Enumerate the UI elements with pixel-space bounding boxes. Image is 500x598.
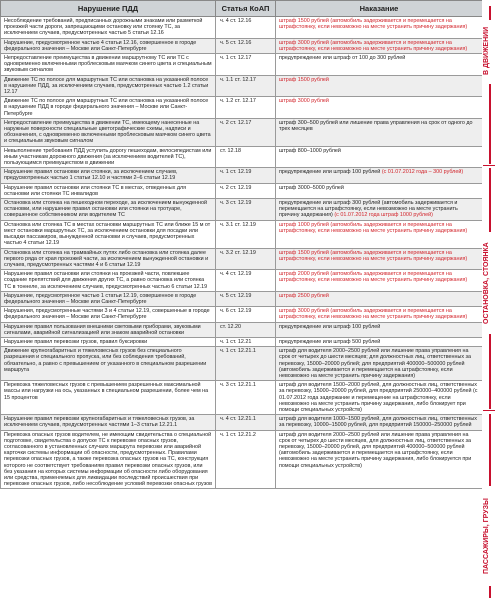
penalty-text: штраф 3000 рублей (автомобиль задерживается и перемещается на штрафстоянку, если невозможно на месте устранить причину задержания) bbox=[279, 308, 468, 321]
article-cell: ч. 5 ст. 12.16 bbox=[216, 38, 276, 53]
table-row bbox=[1, 322, 483, 337]
header-penalty: Наказание bbox=[276, 1, 483, 17]
table-row bbox=[1, 54, 483, 76]
section-tick bbox=[483, 165, 495, 166]
violation-cell: Нарушение правил остановки или стоянки на проезжей части, повлекшее создание препятствий для движения других ТС, а равно остановка или стоянка ТС в тоннеле, за исключением случаев, предусмотренных частью 6 статьи 12.19 bbox=[1, 270, 216, 292]
table-row bbox=[1, 347, 483, 381]
violation-cell: Перевозка тяжеловесных грузов с превышением разрешенных максимальной массы или нагрузки на ось, указанных в специальном разрешении, более чем на 15 процентов bbox=[1, 381, 216, 415]
penalty-text: штраф 3000–5000 рублей bbox=[279, 184, 344, 191]
penalty-update-text: (с 01.07.2012 года – 300 рублей) bbox=[381, 169, 464, 176]
penalty-cell bbox=[276, 75, 483, 97]
article-cell: ч. 3 ст. 12.19 bbox=[216, 199, 276, 221]
penalty-cell bbox=[276, 270, 483, 292]
table-row bbox=[1, 381, 483, 415]
penalty-text: штраф 2500 рублей bbox=[279, 292, 329, 299]
penalty-text: штраф 1500 рублей (автомобиль задерживается и перемещается на штрафстоянку, если невозможно на месте устранить причину задержания) bbox=[279, 18, 468, 31]
article-cell: ч. 3 ст. 12.21.1 bbox=[216, 381, 276, 415]
table-row bbox=[1, 118, 483, 146]
table-row bbox=[1, 17, 483, 39]
penalty-cell bbox=[276, 347, 483, 381]
table-row bbox=[1, 38, 483, 53]
article-cell: ч. 1 ст. 12.17 bbox=[216, 54, 276, 76]
penalty-text: штраф 800–1000 рублей bbox=[279, 147, 341, 154]
article-cell: ч. 6 ст. 12.19 bbox=[216, 307, 276, 322]
section-tick bbox=[483, 410, 495, 411]
violation-cell: Движение ТС по полосе для маршрутных ТС или остановка на указанной полосе в нарушение ПДД в городе федерального значения – Москве или Санкт-Петербурге bbox=[1, 97, 216, 119]
penalty-cell bbox=[276, 307, 483, 322]
violation-cell: Движение ТС по полосе для маршрутных ТС или остановка на указанной полосе в нарушение ПДД, за исключением случаев, предусмотренных частью 1.2 статьи 12.17 bbox=[1, 75, 216, 97]
penalty-cell bbox=[276, 118, 483, 146]
penalty-cell bbox=[276, 146, 483, 168]
section-line bbox=[489, 6, 491, 20]
section-label-parking: ОСТАНОВКА, СТОЯНКА bbox=[483, 242, 490, 324]
penalty-text: предупреждение или штраф от 100 до 300 рублей bbox=[279, 55, 406, 62]
article-cell: ст. 12.18 bbox=[216, 146, 276, 168]
penalty-cell bbox=[276, 415, 483, 430]
violation-cell: Невыполнение требования ПДД уступить дорогу пешеходам, велосипедистам или иным участникам дорожного движения (за исключением водителей ТС), пользующимся преимуществом в движении bbox=[1, 146, 216, 168]
violation-cell: Остановка или стоянка на трамвайных путях либо остановка или стоянка далее первого ряда от края проезжей части, за исключением вынужденной остановки и случаев, предусмотренных частями 4 и 6 статьи 12.19 bbox=[1, 248, 216, 270]
article-cell: ч. 1.1 ст. 12.17 bbox=[216, 75, 276, 97]
penalty-text: штраф 1500 рублей (автомобиль задерживается и перемещается на штрафстоянку, если невозможно на месте устранить причину задержания) bbox=[279, 249, 468, 262]
table-row bbox=[1, 291, 483, 306]
violation-cell: Остановка или стоянка на пешеходном переходе, за исключением вынужденной остановки, или нарушение правил остановки или стоянки на тротуаре, совершенное собственником или водителем ТС bbox=[1, 199, 216, 221]
section-label-movement: В ДВИЖЕНИИ bbox=[483, 26, 490, 76]
table-row bbox=[1, 97, 483, 119]
penalty-cell bbox=[276, 97, 483, 119]
violation-cell: Перевозка опасных грузов водителем, не имеющим свидетельства о специальной подготовке, свидетельства о допуске ТС к перевозке опасных грузов, согласованного в установленных случаях маршрута перевозки или аварийной карточки системы информации об опасности, предусмотренных. Правилами перевозки опасных грузов, а также перевозка опасных грузов на ТС, конструкция которого не соответствует требованиям правил перевозки опасных грузов, или без указания на которых системы информации об опасности либо оборудования или средства, применяемых для ликвидации последствий происшествия при перевозке опасных грузов, либо несоблюдение условий перевозки опасных грузов bbox=[1, 430, 216, 489]
penalty-cell bbox=[276, 337, 483, 346]
penalty-text: штраф 300–500 рублей или лишение права управления на срок от одного до трех месяцев bbox=[279, 119, 473, 133]
header-article: Статья КоАП bbox=[216, 1, 276, 17]
penalty-text: предупреждение или штраф 500 рублей bbox=[279, 338, 381, 345]
article-cell: ч. 2 ст. 12.17 bbox=[216, 118, 276, 146]
table-row bbox=[1, 183, 483, 198]
table-row bbox=[1, 168, 483, 183]
penalty-cell bbox=[276, 183, 483, 198]
article-cell: ч. 1 ст. 12.21.1 bbox=[216, 347, 276, 381]
penalty-text: штраф для водителя 2000–2500 рублей или лишение права управления на срок от четырех до шести месяцев, для должностных лиц, ответственных за перевозку, 15000–20000 рублей, для предприятий 400000–500000 рублей (автомобиль задерживается и перемещается на штрафстоянку, если невозможно на месте устранить причину задержания, либо блокируется при помощи специальных устройств) bbox=[279, 431, 472, 469]
article-cell: ч. 4 ст. 12.19 bbox=[216, 270, 276, 292]
penalty-cell bbox=[276, 168, 483, 183]
penalty-cell bbox=[276, 381, 483, 415]
violation-cell: Непредоставление преимущества в движении маршрутному ТС или ТС с одновременно включенными проблесковым маячком синего цвета и специальным звуковым сигналом bbox=[1, 54, 216, 76]
table-row bbox=[1, 307, 483, 322]
violation-cell: Непредоставление преимущества в движении ТС, имеющему нанесенные на наружные поверхности специальные цветографические схемы, надписи и обозначения, с одновременно включенными проблесковым маячком синего цвета и специальным звуковым сигналом bbox=[1, 118, 216, 146]
penalty-cell bbox=[276, 430, 483, 489]
penalty-cell bbox=[276, 291, 483, 306]
violation-cell: Нарушение, предусмотренное частью 4 статьи 12.16, совершенное в городе федерального значения – Москве или Санкт-Петербурге bbox=[1, 38, 216, 53]
article-cell: ч. 4 ст. 12.21.1 bbox=[216, 415, 276, 430]
section-label-cargo: ПАССАЖИРЫ, ГРУЗЫ bbox=[483, 498, 490, 574]
table-row bbox=[1, 415, 483, 430]
penalty-cell bbox=[276, 199, 483, 221]
article-cell: ч. 1 ст. 12.19 bbox=[216, 168, 276, 183]
penalty-text: штраф 1500 рублей bbox=[279, 76, 329, 83]
table-row bbox=[1, 220, 483, 248]
article-cell: ч. 3.2 ст. 12.19 bbox=[216, 248, 276, 270]
table-row bbox=[1, 75, 483, 97]
violation-cell: Нарушение правил остановки или стоянки, за исключением случаев, предусмотренных частью 1 статьи 12.10 и частями 2–6 статьи 12.19 bbox=[1, 168, 216, 183]
penalty-text: предупреждение или штраф 100 рублей bbox=[279, 169, 381, 176]
table-header-row bbox=[1, 1, 483, 17]
table-row bbox=[1, 430, 483, 489]
violation-cell: Движение крупногабаритных и тяжеловесных грузов без специального разрешения и специального пропуска, или без соблюдения требований, обязательно, а равно с превышением от указанного в специальном разрешении маршрута bbox=[1, 347, 216, 381]
article-cell: ч. 1.2 ст. 12.17 bbox=[216, 97, 276, 119]
penalty-text: предупреждение или штраф 300 рублей (автомобиль задерживается и перемещается на штрафстоянку, если невозможно на месте устранить причину задержания) bbox=[279, 200, 458, 219]
violation-cell: Нарушение правил остановки или стоянки ТС в местах, отведенных для остановки или стоянки ТС инвалидов bbox=[1, 183, 216, 198]
section-line bbox=[489, 84, 491, 164]
penalty-text: предупреждение или штраф 100 рублей bbox=[279, 323, 381, 330]
article-cell: ч. 4 ст. 12.16 bbox=[216, 17, 276, 39]
penalty-text: штраф 3000 рублей (автомобиль задерживается и перемещается на штрафстоянку, если невозможно на месте устранить причину задержания) bbox=[279, 39, 468, 52]
penalty-text: штраф 2000 рублей (автомобиль задерживается и перемещается на штрафстоянку, если невозможно на месте устранить причину задержания) bbox=[279, 271, 468, 284]
header-violation: Нарушение ПДД bbox=[1, 1, 216, 17]
table-body bbox=[1, 17, 483, 489]
penalty-text: штраф для водителя 2000–2500 рублей или лишение права управления на срок от четырех до шести месяцев; для должностных лиц, ответственных за перевозку, 15000–20000 рублей; для предприятий 400000–500000 рублей (автомобиль задерживается и перемещается на штрафстоянку, если невозможно на месте устранить причину задержания) bbox=[279, 348, 472, 379]
article-cell: ст. 12.20 bbox=[216, 322, 276, 337]
violation-cell: Нарушение правил перевозки крупногабаритных и тяжеловесных грузов, за исключением случаев, предусмотренных частями 1–3 статьи 12.21.1 bbox=[1, 415, 216, 430]
penalty-cell bbox=[276, 54, 483, 76]
table-row bbox=[1, 270, 483, 292]
section-sidebar bbox=[482, 0, 500, 598]
violation-cell: Нарушение правил перевозки грузов, правил буксировки bbox=[1, 337, 216, 346]
violation-cell: Нарушение, предусмотренное частью 1 статьи 12.19, совершенное в городе федерального значения – Москве или Санкт-Петербурге bbox=[1, 291, 216, 306]
section-line bbox=[489, 414, 491, 486]
violation-cell: Остановка или стоянка ТС в местах остановки маршрутных ТС или ближе 15 м от мест остановки маршрутных ТС, за исключением остановки для посадки или высадки пассажиров, вынужденной остановки и случаев, предусмотренных частью 4 статьи 12.19 bbox=[1, 220, 216, 248]
penalty-cell bbox=[276, 248, 483, 270]
violation-cell: Нарушения, предусмотренные частями 3 и 4 статьи 12.19, совершенные в городе федерального значения – Москве или Санкт-Петербурге bbox=[1, 307, 216, 322]
violation-cell: Нарушение правил пользования внешними световыми приборами, звуковыми сигналами, аварийной сигнализацией или знаком аварийной остановки bbox=[1, 322, 216, 337]
penalty-update-text: (с 01.07.2012 года штраф 1000 рублей) bbox=[334, 212, 433, 219]
table-row bbox=[1, 146, 483, 168]
penalty-cell bbox=[276, 220, 483, 248]
penalty-text: штраф для водителя 1000–1500 рублей, для должностных лиц, ответственных за перевозку, 10000–15000 рублей, для предприятий 150000–250000 рублей bbox=[279, 416, 478, 429]
penalty-text: штраф 1000 рублей (автомобиль задерживается и перемещается на штрафстоянку, если невозможно на месте устранить причину задержания) bbox=[279, 221, 468, 234]
table-row bbox=[1, 199, 483, 221]
article-cell: ч. 5 ст. 12.19 bbox=[216, 291, 276, 306]
section-line bbox=[489, 586, 491, 598]
penalty-cell bbox=[276, 322, 483, 337]
section-line bbox=[489, 334, 491, 409]
table-row bbox=[1, 248, 483, 270]
penalty-cell bbox=[276, 38, 483, 53]
table-row bbox=[1, 337, 483, 346]
violation-cell: Несоблюдение требований, предписанных дорожными знаками или разметкой проезжей части дороги, запрещающими остановку или стоянку ТС, за исключением случаев, предусмотренных частью 5 статьи 12.16 bbox=[1, 17, 216, 39]
penalty-cell bbox=[276, 17, 483, 39]
article-cell: ч. 1 ст. 12.21.2 bbox=[216, 430, 276, 489]
article-cell: ч. 3.1 ст. 12.19 bbox=[216, 220, 276, 248]
section-line bbox=[489, 168, 491, 232]
penalty-text: штраф 3000 рублей bbox=[279, 98, 329, 105]
article-cell: ч. 2 ст. 12.19 bbox=[216, 183, 276, 198]
article-cell: ч. 1 ст. 12.21 bbox=[216, 337, 276, 346]
penalty-text: штраф для водителя 1500–2000 рублей, для должностных лиц, ответственных за перевозку, 15000–20000 рублей, для предприятий 250000–400000 рублей (с 01.07.2012 года задержание и перемещение на штрафстоянку, если невозможно на месте устранить причину задержания, либо блокирует при помощи специальных устройств) bbox=[279, 382, 478, 413]
